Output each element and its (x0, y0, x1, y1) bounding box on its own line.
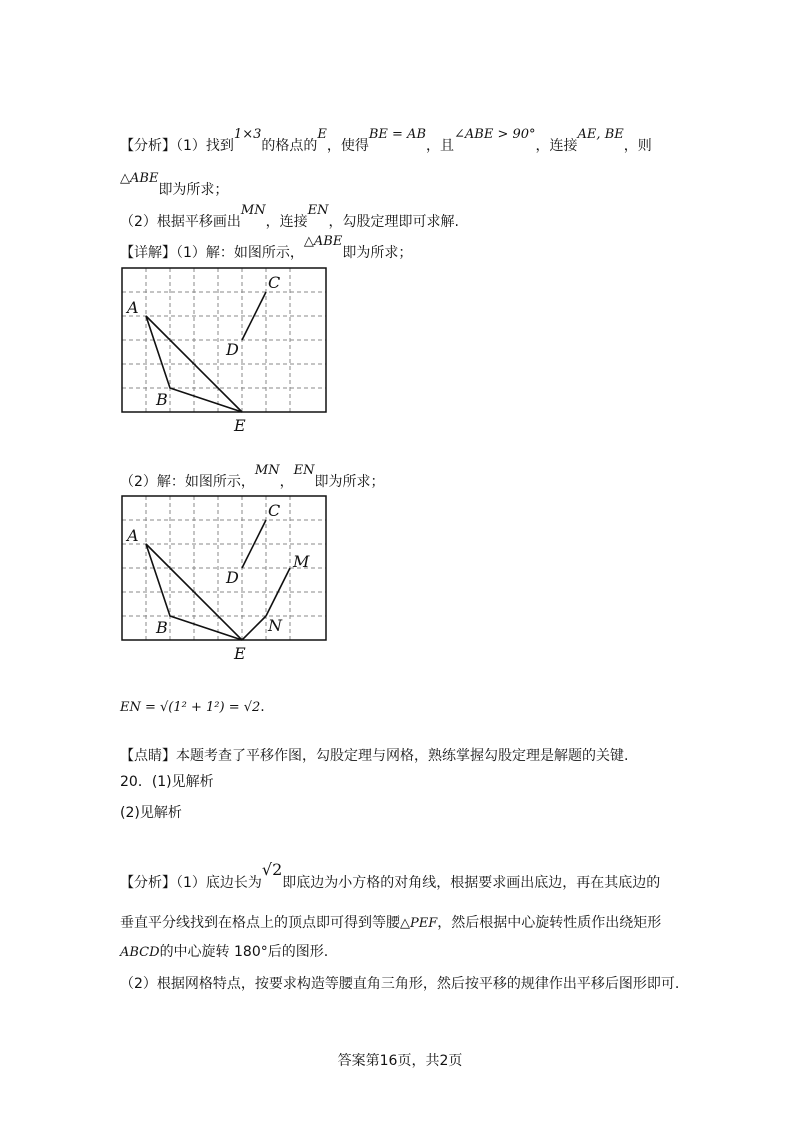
figure-1-gridlines (122, 268, 326, 412)
label-e: E (234, 416, 246, 435)
formula-line: EN = √(1² + 1²) = √2. (120, 699, 265, 715)
comment-label: 【点睛】 (120, 748, 176, 764)
figure-1-svg (119, 265, 329, 440)
analysis20-line-4: （2）根据网格特点，按要求构造等腰直角三角形，然后按平移的规律作出平移后图形即可. (120, 976, 680, 992)
label-n: N (268, 616, 282, 635)
label-d: D (226, 340, 239, 359)
formula-en: EN = √(1² + 1²) = √2 (120, 700, 261, 715)
comment-line: 【点睛】本题考查了平移作图，勾股定理与网格，熟练掌握勾股定理是解题的关键. (120, 748, 629, 764)
label-b: B (156, 618, 168, 637)
segment-en (242, 616, 266, 640)
analysis-line-2: （2）根据平移画出MN，连接EN，勾股定理即可求解. (120, 203, 459, 230)
analysis-label: 【分析】 (120, 138, 176, 154)
label-c: C (268, 501, 281, 520)
analysis20-line-3: ABCD的中心旋转 180°后的图形. (120, 944, 329, 960)
page-footer: 答案第16页，共2页 (337, 1053, 463, 1069)
detail-label: 【详解】 (120, 245, 176, 261)
detail-line-1: 【详解】（1）解：如图所示，△ABE即为所求； (120, 234, 413, 261)
label-b: B (156, 390, 168, 409)
label-a: A (127, 298, 139, 317)
figure-2 (119, 493, 329, 672)
label-a: A (127, 526, 139, 545)
analysis-line-1b: △ABE即为所求； (120, 171, 229, 198)
label-c: C (268, 273, 281, 292)
label-d: D (226, 568, 239, 587)
analysis20-line-1: 【分析】（1）底边长为√2即底边为小方格的对角线，根据要求画出底边，再在其底边的 (120, 860, 661, 891)
figure-2-svg (119, 493, 329, 668)
detail-line-2: （2）解：如图所示，MN，EN即为所求； (120, 463, 385, 490)
q20-item-2: (2)见解析 (120, 805, 182, 821)
analysis20-label: 【分析】 (120, 875, 176, 891)
analysis-line-1: 【分析】（1）找到1×3的格点的E，使得BE = AB，且∠ABE > 90°，连接AE, BE，则 (120, 127, 652, 154)
label-m: M (293, 552, 310, 571)
label-e: E (234, 644, 246, 663)
q20-heading: 20．(1)见解析 (120, 774, 214, 790)
analysis20-line-2: 垂直平分线找到在格点上的顶点即可得到等腰△PEF，然后根据中心旋转性质作出绕矩形 (120, 915, 662, 931)
figure-1 (119, 265, 329, 444)
